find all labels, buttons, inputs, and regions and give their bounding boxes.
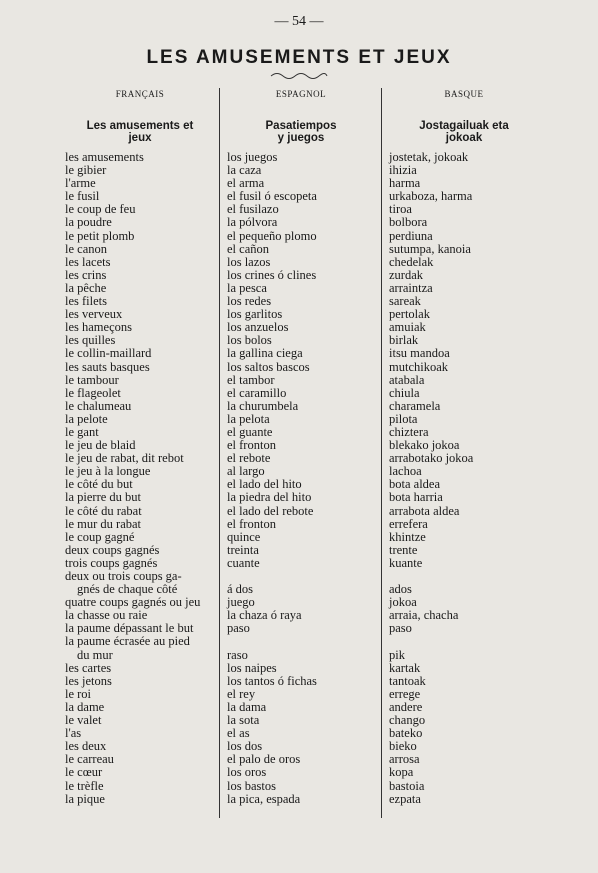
vocab-entry-es: el caramillo xyxy=(227,385,287,400)
vocab-entry-eu: trente xyxy=(389,542,418,557)
vocab-entry-fr: la pelote xyxy=(65,411,108,426)
vocab-entry-fr: le mur du rabat xyxy=(65,516,142,531)
vocab-entry-fr: trois coups gagnés xyxy=(65,555,158,570)
vocab-entry-es: los crines ó clines xyxy=(227,267,317,282)
page-title: LES AMUSEMENTS ET JEUX xyxy=(146,47,452,68)
vocab-entry-es: los redes xyxy=(227,294,272,309)
vocab-entry-eu: bolbora xyxy=(389,215,428,230)
vocab-entry-eu: atabala xyxy=(389,372,425,387)
vocab-entry-eu: khintze xyxy=(389,529,426,544)
vocab-entry-fr: la pierre du but xyxy=(65,490,142,505)
vocab-entry-es: el fronton xyxy=(227,516,276,531)
vocab-entry-eu: ihizia xyxy=(389,163,417,178)
vocab-entry-eu: zurdak xyxy=(389,267,424,282)
vocab-entry-es: la gallina ciega xyxy=(227,346,303,361)
vocab-entry-es: el fusilazo xyxy=(227,202,279,217)
vocab-entry-fr: les sauts basques xyxy=(65,359,150,374)
french-column xyxy=(65,151,215,806)
vocab-entry-es: los juegos xyxy=(227,150,278,164)
vocab-entry-es: los garlitos xyxy=(227,307,283,322)
vocab-entry-fr: les jetons xyxy=(65,673,112,688)
vocab-entry-es: el arma xyxy=(227,176,265,191)
vocab-entry-fr: le flageolet xyxy=(65,385,121,400)
vocab-entry-es: el as xyxy=(227,726,250,741)
vocab-entry-es: cuante xyxy=(227,555,260,570)
vocab-entry-fr: la paume écrasée au pied xyxy=(65,634,190,649)
vocab-entry-eu: arraia, chacha xyxy=(389,608,459,623)
vocab-entry-es: los tantos ó fichas xyxy=(227,673,317,688)
vocab-entry-fr: le gant xyxy=(65,424,99,439)
vocab-entry-eu: ados xyxy=(389,582,412,597)
vocab-entry-fr: les crins xyxy=(65,267,107,282)
vocab-entry-fr: le coup gagné xyxy=(65,529,135,544)
vocab-entry-es: los dos xyxy=(227,739,263,754)
vocab-entry-fr: le gibier xyxy=(65,163,107,178)
section-title-spanish xyxy=(227,120,375,144)
column-header-basque: BASQUE xyxy=(444,89,484,99)
vocab-entry-eu: amuiak xyxy=(389,320,426,335)
vocab-entry-es: el fronton xyxy=(227,438,276,453)
vocab-entry-fr: le fusil xyxy=(65,189,100,204)
vocab-entry-es: el rebote xyxy=(227,451,271,466)
vocab-entry-es: el guante xyxy=(227,424,273,439)
vocab-entry-fr: la dame xyxy=(65,699,105,714)
section-title-line: jokoak xyxy=(445,132,483,144)
vocab-entry-es: la chaza ó raya xyxy=(227,608,302,623)
vocab-entry-eu: andere xyxy=(389,699,423,714)
vocab-entry-fr: la poudre xyxy=(65,215,112,230)
vocab-entry-eu: arrabota aldea xyxy=(389,503,460,518)
vocab-entry-eu: urkaboza, harma xyxy=(389,189,473,204)
vocab-entry-fr: le petit plomb xyxy=(65,228,135,243)
vocab-entry-eu: arrabotako jokoa xyxy=(389,451,474,466)
vocab-entry-eu: lachoa xyxy=(389,464,422,479)
section-title-basque xyxy=(389,120,539,144)
vocab-entry-eu: sutumpa, kanoia xyxy=(389,241,471,256)
section-title-line: Les amusements et xyxy=(86,120,194,132)
spanish-column xyxy=(227,151,375,806)
vocab-entry-fr: les hameçons xyxy=(65,320,132,335)
vocab-entry-es xyxy=(227,635,375,648)
vocab-entry-es: raso xyxy=(227,647,248,662)
vocab-entry-fr: le côté du rabat xyxy=(65,503,142,518)
vocab-entry-es: la pólvora xyxy=(227,215,278,230)
vocab-entry-eu: chiula xyxy=(389,385,420,400)
vocab-entry-eu: pertolak xyxy=(389,307,430,322)
vocab-entry-eu: kartak xyxy=(389,660,421,675)
vocab-entry-es: al largo xyxy=(227,464,265,479)
vocab-entry-fr: la chasse ou raie xyxy=(65,608,148,623)
vocab-entry-fr: les deux xyxy=(65,739,107,754)
vocab-entry-es: los bolos xyxy=(227,333,272,348)
vocab-entry-eu: bieko xyxy=(389,739,417,754)
vocab-entry-eu: arrosa xyxy=(389,752,420,767)
vocab-entry-es: la caza xyxy=(227,163,262,178)
vocab-entry-eu: perdiuna xyxy=(389,228,433,243)
vocab-entry-eu: bastoia xyxy=(389,778,425,793)
vocab-entry-fr: gnés de chaque côté xyxy=(77,582,178,597)
column-header-spanish: ESPAGNOL xyxy=(275,89,327,99)
vocab-entry-es: el rey xyxy=(227,686,256,701)
vocab-entry-fr: deux ou trois coups ga- xyxy=(65,569,182,583)
vocab-entry-fr: les verveux xyxy=(65,307,123,322)
vocab-entry-fr: les filets xyxy=(65,294,108,309)
vocab-entry-eu: jostetak, jokoak xyxy=(389,150,469,164)
vocab-entry-es: los oros xyxy=(227,765,267,780)
vocab-entry-es: la pesca xyxy=(227,280,267,295)
vocab-entry-es: treinta xyxy=(227,542,259,557)
vocab-entry-eu xyxy=(389,635,539,648)
vocab-entry-es: la pelota xyxy=(227,411,270,426)
vocab-entry-es: el tambor xyxy=(227,372,275,387)
vocab-entry-es: la sota xyxy=(227,713,260,728)
vocab-entry-fr: le jeu à la longue xyxy=(65,464,151,479)
page-number: — 54 — xyxy=(274,14,324,29)
vocab-entry-eu: tantoak xyxy=(389,673,426,688)
vocab-entry-es: la piedra del hito xyxy=(227,490,312,505)
section-title-line: Jostagailuak eta xyxy=(419,120,509,132)
vocab-entry-eu: blekako jokoa xyxy=(389,438,460,453)
section-title-line: jeux xyxy=(128,132,152,144)
vocab-entry-fr: l'as xyxy=(65,726,82,741)
vocab-entry-fr: les quilles xyxy=(65,333,116,348)
vocab-entry-fr: le cœur xyxy=(65,765,103,780)
vocab-entry-es: el lado del rebote xyxy=(227,503,314,518)
vocab-entry-fr: le valet xyxy=(65,713,102,728)
vocab-entry-eu: sareak xyxy=(389,294,421,309)
column-divider xyxy=(219,88,220,818)
vocab-entry-eu: pilota xyxy=(389,411,418,426)
vocab-entry-eu: pik xyxy=(389,647,405,662)
vocab-entry-es: los lazos xyxy=(227,254,271,269)
vocab-entry-fr: la pêche xyxy=(65,280,107,295)
vocab-entry-eu: mutchikoak xyxy=(389,359,449,374)
vocab-entry-eu: paso xyxy=(389,621,412,636)
vocab-entry-es: los bastos xyxy=(227,778,276,793)
vocab-entry-eu: bota aldea xyxy=(389,477,441,492)
section-title-line: Pasatiempos xyxy=(265,120,337,132)
vocab-entry-es: el fusil ó escopeta xyxy=(227,189,317,204)
vocab-entry-fr: l'arme xyxy=(65,176,96,191)
vocab-entry-eu: jokoa xyxy=(389,595,417,610)
vocab-entry-eu: kopa xyxy=(389,765,414,780)
vocab-entry-eu: kuante xyxy=(389,555,423,570)
vocab-entry-es: paso xyxy=(227,621,250,636)
vocab-entry-eu: harma xyxy=(389,176,421,191)
vocab-entry-es: el pequeño plomo xyxy=(227,228,317,243)
vocab-entry-es: los saltos bascos xyxy=(227,359,310,374)
vocab-entry-fr: le carreau xyxy=(65,752,114,767)
column-divider xyxy=(381,88,382,818)
vocab-entry-eu: bateko xyxy=(389,726,423,741)
vocab-entry-fr: la paume dépassant le but xyxy=(65,621,194,636)
vocab-entry-eu: chango xyxy=(389,713,426,728)
vocab-entry-fr: la pique xyxy=(65,791,105,806)
vocab-entry-eu: charamela xyxy=(389,398,441,413)
vocab-entry-es: quince xyxy=(227,529,261,544)
section-title-french xyxy=(65,120,215,144)
vocab-entry-eu: chiztera xyxy=(389,424,429,439)
vocab-entry-fr: le jeu de rabat, dit rebot xyxy=(65,451,184,466)
vocab-entry-fr: les amusements xyxy=(65,150,144,164)
vocab-entry-fr: les cartes xyxy=(65,660,112,675)
vocab-entry-fr: le trèfle xyxy=(65,778,104,793)
vocab-entry-fr: du mur xyxy=(77,647,113,662)
column-header-french: FRANÇAIS xyxy=(115,89,165,99)
vocab-entry-es: la pica, espada xyxy=(227,791,301,806)
vocab-entry-eu: birlak xyxy=(389,333,419,348)
title-ornament xyxy=(269,70,329,80)
vocab-entry-es: el palo de oros xyxy=(227,752,301,767)
vocab-entry-es: el cañon xyxy=(227,241,269,256)
vocab-entry-es: los naipes xyxy=(227,660,277,675)
vocab-entry-fr: le jeu de blaid xyxy=(65,438,136,453)
vocab-entry-eu: tiroa xyxy=(389,202,412,217)
vocab-entry-eu: chedelak xyxy=(389,254,434,269)
vocab-entry-fr: le côté du but xyxy=(65,477,133,492)
vocab-entry-es: el lado del hito xyxy=(227,477,302,492)
vocab-entry-es: la dama xyxy=(227,699,267,714)
vocab-entry-fr: le roi xyxy=(65,686,92,701)
vocab-entry-fr: deux coups gagnés xyxy=(65,542,160,557)
vocab-entry-eu: ezpata xyxy=(389,791,421,806)
vocab-entry-eu: itsu mandoa xyxy=(389,346,450,361)
vocab-entry-eu: errege xyxy=(389,686,421,701)
vocab-entry-es: los anzuelos xyxy=(227,320,289,335)
vocab-entry-eu: arraintza xyxy=(389,280,433,295)
section-title-line: y juegos xyxy=(277,132,325,144)
vocab-entry-fr: quatre coups gagnés ou jeu xyxy=(65,595,201,610)
vocab-entry-fr: le chalumeau xyxy=(65,398,132,413)
vocab-entry-fr: le tambour xyxy=(65,372,119,387)
vocab-entry-fr: les lacets xyxy=(65,254,111,269)
basque-column xyxy=(389,151,539,806)
vocab-entry-fr: le coup de feu xyxy=(65,202,136,217)
vocab-entry-es: juego xyxy=(227,595,255,610)
vocab-entry-es: á dos xyxy=(227,582,254,597)
vocab-entry-fr: le collin-maillard xyxy=(65,346,152,361)
vocab-entry-eu: errefera xyxy=(389,516,428,531)
vocab-entry-fr: le canon xyxy=(65,241,107,256)
vocab-entry-eu: bota harria xyxy=(389,490,443,505)
vocab-entry-es: la churumbela xyxy=(227,398,299,413)
